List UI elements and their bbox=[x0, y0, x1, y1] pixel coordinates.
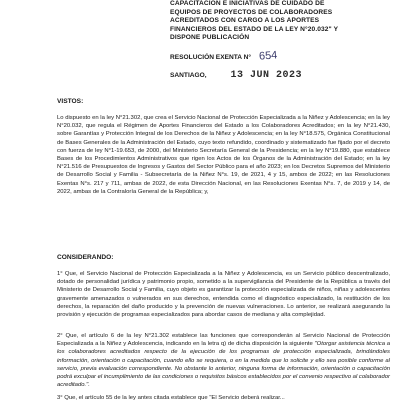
paragraph-2-intro: 2° Que, el artículo 6 de la ley N°21.302 establece las funciones que corresponderán al Servicio Nacional de Protección Especializada a la Niñez y Adolescencia, indicando en la letra q) de dicha disposición la siguiente bbox=[57, 333, 390, 348]
header-line: EQUIPOS DE PROYECTOS DE COLABORADORES bbox=[170, 8, 333, 16]
resolution-label: RESOLUCIÓN EXENTA N° bbox=[170, 54, 252, 61]
considerando-paragraph-2 bbox=[57, 332, 390, 389]
resolution-subject-header bbox=[170, 0, 392, 43]
place-date-line bbox=[170, 70, 302, 81]
header-line: ACREDITADOS CON CARGO A LOS APORTES bbox=[170, 17, 320, 25]
paragraph-2-quote: "Otorgar asistencia técnica a los colaboradores acreditados respecto de la ejecución de los programas de protección especializada, brindándoles información, orientación o capacitación, cuando ello se requiera, o en la medida que lo solicite y ello sea posible conforme al servicio, previa evaluación correspondiente. No obstante lo anterior, ninguna forma de información, orientación o capacitación podrá exculpar el incumplimiento de las condiciones o requisitos básicos establecidos por el convenio respectivo al colaborador acreditado.". bbox=[57, 341, 391, 389]
considerando-paragraph-3: 3° Que, el artículo 55 de la ley antes citada establece que "El Servicio deberá realizar... bbox=[57, 395, 285, 401]
place-label: SANTIAGO, bbox=[170, 72, 207, 79]
considerando-heading: CONSIDERANDO: bbox=[57, 254, 114, 261]
resolution-number: 654 bbox=[258, 49, 278, 63]
resolution-number-line bbox=[170, 50, 277, 62]
date-stamp: 13 JUN 2023 bbox=[230, 70, 302, 81]
header-line: CAPACITACIÓN E INICIATIVAS DE CUIDADO DE bbox=[170, 0, 325, 7]
header-line: FINANCIEROS DEL ESTADO DE LA LEY N°20.032" Y bbox=[170, 25, 339, 33]
vistos-heading: VISTOS: bbox=[57, 98, 84, 105]
vistos-paragraph: Lo dispuesto en la ley N°21.302, que crea el Servicio Nacional de Protección Especializada a la Niñez y Adolescencia; en la ley N°20.032, que regula el Régimen de Aportes Financieros del Estado a los Colaboradores Acreditados; en la ley N°21.430, sobre Garantías y Protección Integral de los Derechos de la Niñez y Adolescencia; en la ley N°18.575, Orgánica Constitucional de Bases Generales de la Administración del Estado, cuyo texto refundido, coordinado y sistematizado fue fijado por el decreto con fuerza de ley N°1-19.653, de 2000, del Ministerio Secretaría General de la Presidencia; en la ley N°19.880, que establece Bases de los Procedimientos Administrativos que rigen los Actos de los Órganos de la Administración del Estado; en la ley N°21.516 de Presupuestos de Ingresos y Gastos del Sector Público para el año 2023; en los Decretos Supremos del Ministerio de Desarrollo Social y Familia - Subsecretaría de la Niñez N°s. 19, de 2021, 4 y 15, ambos de 2022; en las Resoluciones Exentas N°s. 217 y 711, ambas de 2022, de esta Dirección Nacional, en las Resoluciones Exentas N°s. 7, de 2019 y 14, de 2022, ambas de la Contraloría General de la República; y, bbox=[57, 115, 390, 195]
considerando-paragraph-1: 1° Que, el Servicio Nacional de Protección Especializada a la Niñez y Adolescencia, es un Servicio público descentralizado, dotado de personalidad jurídica y patrimonio propio, sometido a la supervigilancia del Presidente de la República a través del Ministerio de Desarrollo Social y Familia, cuyo objeto es garantizar la protección especializada de niños, niñas y adolescentes gravemente amenazados o vulnerados en sus derechos, entendida como el diagnóstico especializado, la restitución de los derechos, la reparación del daño producido y la prevención de nuevas vulneraciones. Lo anterior, se realizará asegurando la provisión y ejecución de programas especializados para abordar casos de mediana y alta complejidad. bbox=[57, 271, 390, 319]
header-line: DISPONE PUBLICACIÓN bbox=[170, 34, 250, 42]
